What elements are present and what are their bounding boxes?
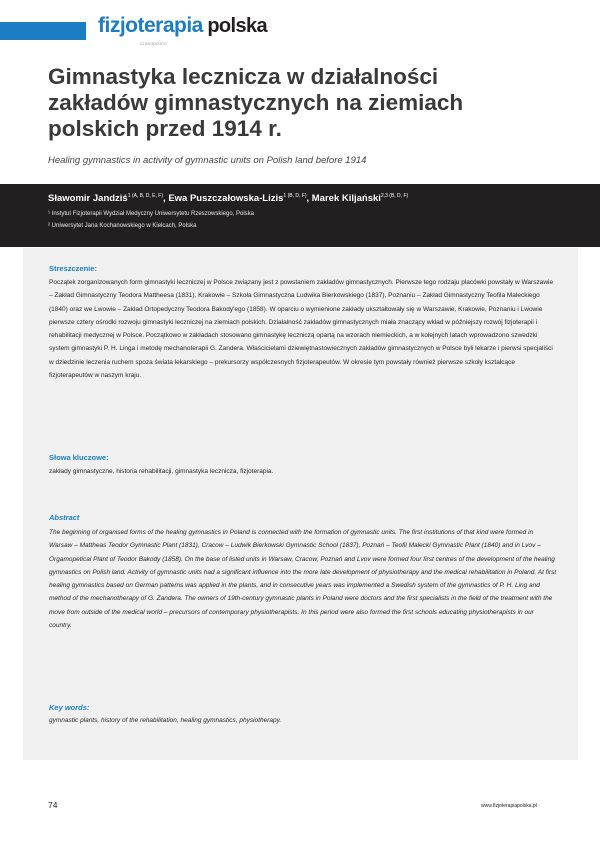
- key-words-text: gymnastic plants, history of the rehabilitation, healing gymnastics, physiotherapy.: [49, 717, 282, 724]
- author-contribution: 2,3 (B, D, F): [380, 193, 409, 199]
- article-subtitle: Healing gymnastics in activity of gymnastic units on Polish land before 1914: [48, 155, 367, 166]
- author-name: Marek Kiljański: [311, 193, 381, 205]
- article-title: Gimnastyka lecznicza w działalności zakładów gimnastycznych na ziemiach polskich przed 1914 r.: [48, 64, 464, 141]
- affiliation-1: ¹ Instytut Fizjoterapii Wydział Medyczny Uniwersytetu Rzeszowskiego, Polska: [48, 211, 255, 217]
- author-name: Ewa Puszczałowska-Lizis: [168, 193, 284, 205]
- author-separator: ,: [306, 193, 312, 205]
- streszczenie-label: Streszczenie:: [49, 264, 97, 273]
- journal-name-fizjoterapia: fizjoterapia: [98, 14, 203, 37]
- affiliation-2: ² Uniwersytet Jana Kochanowskiego w Kielcach, Polska: [48, 223, 197, 229]
- author-list: [48, 193, 408, 204]
- key-words-label: Key words:: [49, 703, 90, 712]
- abstract-text: The beginning of organised forms of the healing gymnastics in Poland is connected with the formation of gymnastic units. The first institutions of that kind were formed in Warsaw – Mattheas Teodor Gymnastic Plant (1831), Cracow – Ludwik Bierkowski Gymnastic School (1837), Poznań – Teofil Malecki Gymnastic Plant (1840) and in Lvov – Orgamopetical Plant of Teodor Bakody (1858). On the base of listed units in Warsaw, Cracow, Poznań and Lvov were formed four first centres of the development of the healing gymnastics on Polish land. Activity of gymnastic units had a significant influence into the more late development of physiotherapy and the medical rehabilitation in Poland. At first healing gymnastics based on German patterns was applied in the plants, and in consecutive years was implemented a Swedish system of the gymnastics of P. H. Ling and method of the mechanotherapy of G. Zandera. The owners of 19th-century gymnastic plants in Poland were doctors and the first specialists in the field of the treatment with the move from outside of the medical world – precursors of contemporary physiotherapists. In this period were also formed the first schools educating physiotherapists in our country.: [49, 529, 557, 630]
- slowa-kluczowe-text: zakłady gimnastyczne, historia rehabilitacji, gimnastyka lecznicza, fizjoterapia.: [49, 468, 274, 475]
- author-contribution: 1 (A, B, D, E, F): [127, 193, 164, 199]
- journal-logo-bar: [0, 22, 86, 40]
- author-name: Sławomir Jandziś: [48, 193, 128, 205]
- author-band: [0, 184, 600, 247]
- journal-url: www.fizjoterapiapolska.pl: [481, 803, 537, 809]
- page-number: 74: [48, 800, 58, 810]
- slowa-kluczowe-label: Słowa kluczowe:: [49, 453, 109, 462]
- journal-name-polska: polska: [207, 15, 268, 37]
- journal-tagline: czasopismo: [140, 41, 167, 46]
- author-separator: ,: [163, 193, 169, 205]
- abstract-label: Abstract: [49, 513, 80, 522]
- streszczenie-text: Początek zorganizowanych form gimnastyki leczniczej w Polsce związany jest z powstaniem zakładów gimnastycznych. Pierwsze tego rodzaju placówki powstały w Warszawie – Zakład Gimnastyczny Teodora Mattheesa (1831), Krakowie – Szkoła Gimnastyczna Ludwika Bierkowskiego (1837), Poznaniu – Zakład Gimnastyczny Teofila Maleckiego (1840) oraz we Lwowie – Zakład Ortopedyczny Teodora Bakody'ego (1858). W oparciu o wymienione zakłady ukształtowały się w Warszawie, Krakowie, Poznaniu i Lwowie pierwsze cztery ośrodki rozwoju gimnastyki leczniczej na ziemiach polskich. Działalność zakładów gimnastycznych miała znaczący wkład w późniejszy rozwój fizjoterapii i rehabilitacji medycznej w Polsce. Początkowo w zakładach stosowano gimnastykę leczniczą opartą na wzorach niemieckich, a w kolejnych latach wprowadzono szwedzki system gimnastyki P. H. Linga i metodę mechanoterapii G. Zandera. Właścicielami dziewiętnastowiecznych zakładów gimnastycznych w Polsce byli lekarze i pierwsi specjaliści w dziedzinie leczenia ruchem spoza świata lekarskiego – prekursorzy współczesnych fizjoterapeutów. W okresie tym powstały również pierwsze szkoły kształcące fizjoterapeutów w naszym kraju.: [49, 279, 554, 380]
- journal-logo: [98, 14, 267, 38]
- author-contribution: 1 (B, D, F): [283, 193, 307, 199]
